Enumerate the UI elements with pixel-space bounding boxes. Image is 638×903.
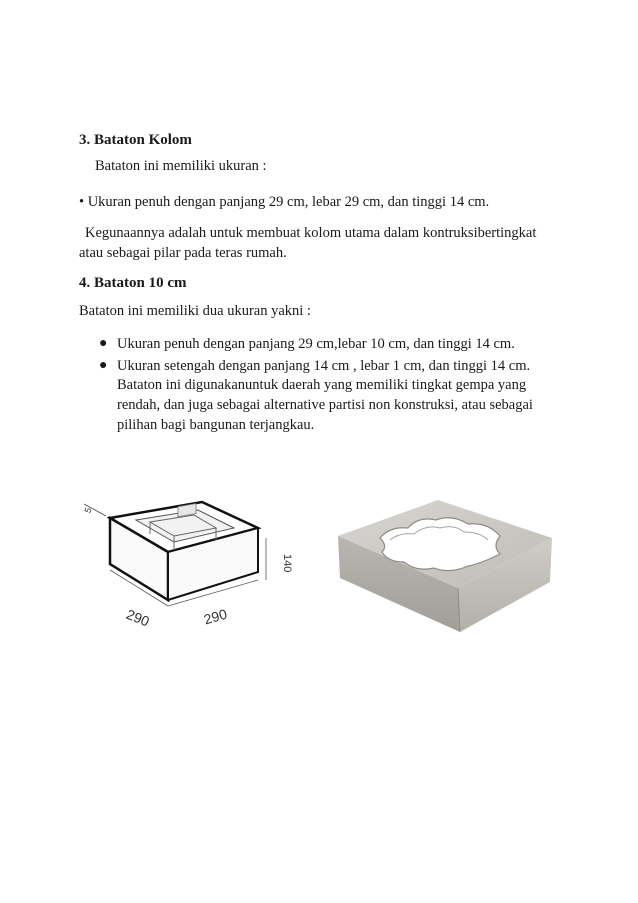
dim-top-label: 5	[82, 506, 94, 515]
dim-left-bottom-label: 290	[124, 605, 152, 630]
section-3-usage-line-1: Kegunaannya adalah untuk membuat kolom utama dalam kontruksibertingkat	[85, 225, 537, 241]
bullet-dot-icon: ●	[99, 336, 108, 351]
section-3-intro: Bataton ini memiliki ukuran :	[95, 158, 267, 174]
section-4-bullet-2-line-2: Bataton ini digunakanuntuk daerah yang memiliki tingkat gempa yang	[117, 377, 527, 393]
section-3-usage-line-2: atau sebagai pilar pada teras rumah.	[79, 245, 287, 261]
section-4-bullet-2-line-4: pilihan bagi bangunan terjangkau.	[117, 417, 315, 433]
section-4-bullet-2-line-1: Ukuran setengah dengan panjang 14 cm , lebar 1 cm, dan tinggi 14 cm.	[117, 358, 531, 374]
section-3-bullet: • Ukuran penuh dengan panjang 29 cm, lebar 29 cm, dan tinggi 14 cm.	[79, 194, 490, 210]
column-block-photo	[330, 492, 558, 638]
section-3-heading: 3. Bataton Kolom	[79, 132, 192, 148]
dim-right-bottom-label: 290	[201, 605, 229, 628]
section-4-bullet-2-line-3: rendah, dan juga sebagai alternative partisi non konstruksi, atau sebagai	[117, 397, 533, 413]
section-4-heading: 4. Bataton 10 cm	[79, 275, 187, 291]
column-block-drawing	[80, 498, 315, 638]
section-4-intro: Bataton ini memiliki dua ukuran yakni :	[79, 303, 311, 319]
bullet-dot-icon: ●	[99, 358, 108, 373]
dim-height-label: 140	[281, 554, 293, 573]
section-4-bullet-1: Ukuran penuh dengan panjang 29 cm,lebar 10 cm, dan tinggi 14 cm.	[117, 336, 515, 352]
